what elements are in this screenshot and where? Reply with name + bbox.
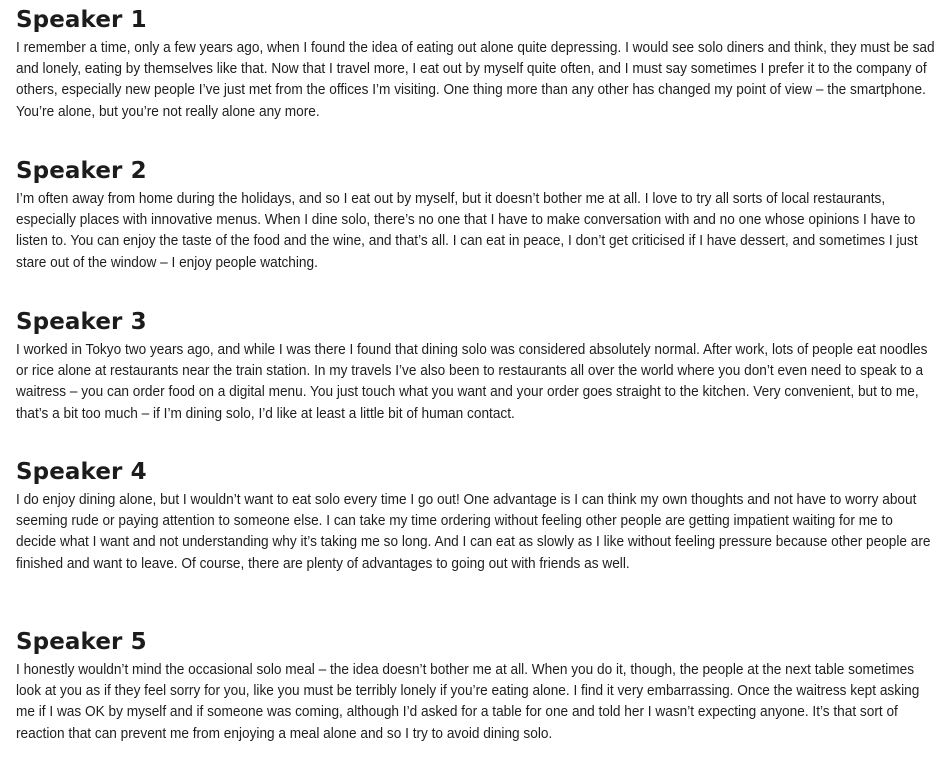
speaker-1-text: I remember a time, only a few years ago, when I found the idea of eating out alone quite depressing. I would see solo diners and think, they must be sad and lonely, eating by themselves like that. Now that I travel more, I eat out by myself quite often, and I must say sometimes I prefer it to the company of others, especially new people I’ve just met from the offices I’m visiting. One thing more than any other has changed my point of view – the smartphone. You’re alone, but you’re not really alone any more. [16, 40, 935, 120]
speaker-5-section [16, 629, 936, 745]
speaker-4-text: I do enjoy dining alone, but I wouldn’t want to eat solo every time I go out! One advantage is I can think my own thoughts and not have to worry about seeming rude or paying attention to someone else. I can take my time ordering without feeling other people are getting impatient waiting for me to decide what I want and not understanding why it’s taking me so long. And I can eat as slowly as I like without feeling pressure because other people are finished and want to leave. Of course, there are plenty of advantages to going out with friends as well. [16, 492, 931, 572]
speaker-5-heading: Speaker 5 [16, 629, 147, 655]
speaker-1-section [16, 7, 936, 123]
speaker-2-heading: Speaker 2 [16, 158, 147, 184]
speaker-5-text: I honestly wouldn’t mind the occasional solo meal – the idea doesn’t bother me at all. When you do it, though, the people at the next table sometimes look at you as if they feel sorry for you, like you must be terribly lonely if you’re eating alone. I find it very embarrassing. Once the waitress kept asking me if I was OK by myself and if someone was coming, although I’d asked for a table for one and told her I wasn’t expecting anyone. It’s that sort of reaction that can prevent me from enjoying a meal alone and so I try to avoid dining solo. [16, 662, 920, 742]
speaker-2-section [16, 158, 936, 274]
speaker-1-heading: Speaker 1 [16, 7, 147, 33]
speaker-3-section [16, 309, 936, 425]
speaker-4-section [16, 459, 936, 575]
speaker-3-heading: Speaker 3 [16, 309, 147, 335]
speaker-3-text: I worked in Tokyo two years ago, and while I was there I found that dining solo was considered absolutely normal. After work, lots of people eat noodles or rice alone at restaurants near the train station. In my travels I’ve also been to restaurants all over the world where you don’t even need to speak to a waitress – you can order food on a digital menu. You just touch what you want and your order goes straight to the kitchen. Very convenient, but to me, that’s a bit too much – if I’m dining solo, I’d like at least a little bit of human contact. [16, 342, 928, 422]
speaker-4-heading: Speaker 4 [16, 459, 147, 485]
speaker-2-text: I’m often away from home during the holidays, and so I eat out by myself, but it doesn’t bother me at all. I love to try all sorts of local restaurants, especially places with innovative menus. When I dine solo, there’s no one that I have to make conversation with and no one whose opinions I have to listen to. You can enjoy the taste of the food and the wine, and that’s all. I can eat in peace, I don’t get criticised if I have dessert, and sometimes I just stare out of the window – I enjoy people watching. [16, 191, 918, 271]
